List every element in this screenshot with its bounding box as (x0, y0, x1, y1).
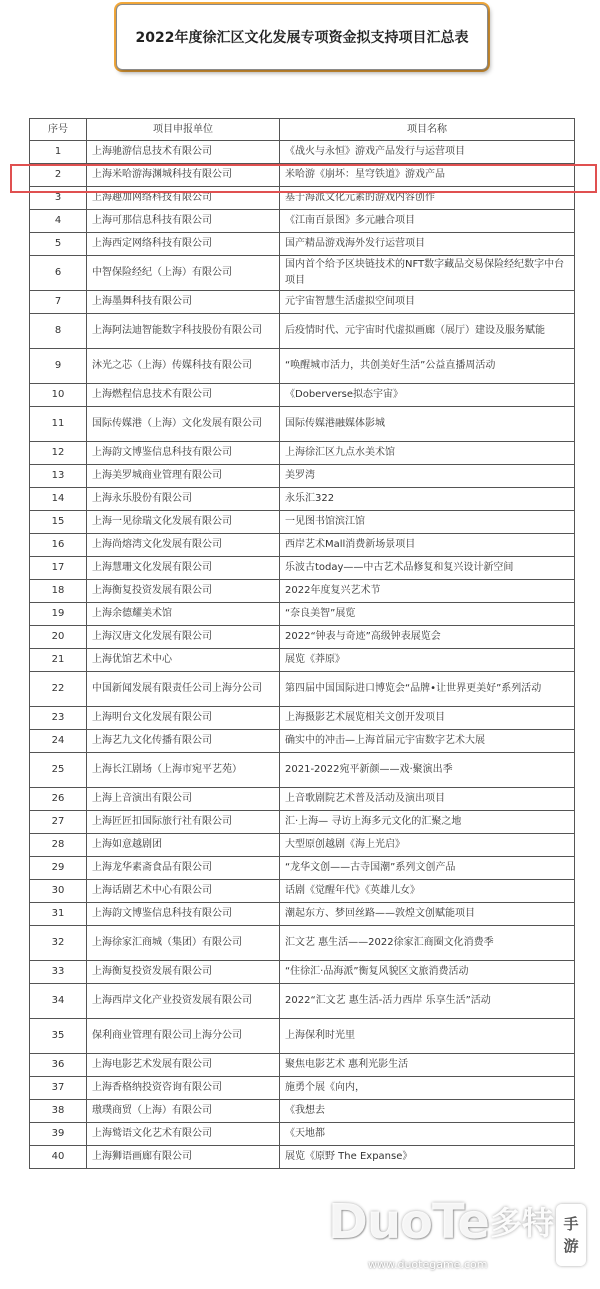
table-row (30, 233, 575, 256)
row-applicant: 上海衡复投资发展有限公司 (87, 580, 280, 603)
row-applicant: 上海墨舞科技有限公司 (87, 291, 280, 314)
row-applicant: 上海韵文博鉴信息科技有限公司 (87, 903, 280, 926)
watermark-badge-char: 手 (563, 1215, 579, 1233)
row-index: 6 (30, 256, 87, 291)
table-row (30, 857, 575, 880)
table-row (30, 603, 575, 626)
row-project-name: 汇文艺 惠生活——2022徐家汇商圈文化消费季 (280, 926, 575, 961)
row-index: 36 (30, 1054, 87, 1077)
row-applicant: 保利商业管理有限公司上海分公司 (87, 1019, 280, 1054)
row-index: 11 (30, 407, 87, 442)
row-index: 19 (30, 603, 87, 626)
watermark-brand-cn: 多特 (490, 1204, 555, 1242)
row-applicant: 上海驰游信息技术有限公司 (87, 141, 280, 164)
header-index: 序号 (30, 119, 87, 141)
row-project-name: 《江南百景图》多元融合项目 (280, 210, 575, 233)
row-project-name: 施勇个展《向内， (280, 1077, 575, 1100)
row-index: 16 (30, 534, 87, 557)
row-applicant: 上海西岸文化产业投资发展有限公司 (87, 984, 280, 1019)
row-index: 12 (30, 442, 87, 465)
header-project: 项目名称 (280, 119, 575, 141)
row-index: 32 (30, 926, 87, 961)
table-row (30, 534, 575, 557)
row-index: 4 (30, 210, 87, 233)
row-applicant: 上海燃程信息技术有限公司 (87, 384, 280, 407)
row-applicant: 上海狮语画廊有限公司 (87, 1146, 280, 1169)
row-applicant: 上海韵文博鉴信息科技有限公司 (87, 442, 280, 465)
table-row (30, 880, 575, 903)
row-applicant: 上海趣加网络科技有限公司 (87, 187, 280, 210)
table-row (30, 1019, 575, 1054)
row-project-name: 米哈游《崩坏：星穹铁道》游戏产品 (280, 164, 575, 187)
table-row (30, 626, 575, 649)
row-applicant: 上海米哈游海渊城科技有限公司 (87, 164, 280, 187)
row-project-name: 话剧《觉醒年代》《英雄儿女》 (280, 880, 575, 903)
row-project-name: 上海摄影艺术展览相关文创开发项目 (280, 707, 575, 730)
table-row (30, 314, 575, 349)
row-index: 21 (30, 649, 87, 672)
row-applicant: 沐光之芯（上海）传媒科技有限公司 (87, 349, 280, 384)
row-index: 39 (30, 1123, 87, 1146)
row-project-name: 第四届中国国际进口博览会“品牌•让世界更美好”系列活动 (280, 672, 575, 707)
table-row (30, 256, 575, 291)
row-index: 38 (30, 1100, 87, 1123)
table-row (30, 580, 575, 603)
table-row (30, 210, 575, 233)
row-applicant: 上海衡复投资发展有限公司 (87, 961, 280, 984)
highlight-box (10, 164, 597, 193)
row-index: 2 (30, 164, 87, 187)
row-applicant: 中国新闻发展有限责任公司上海分公司 (87, 672, 280, 707)
table-row (30, 1054, 575, 1077)
row-index: 7 (30, 291, 87, 314)
row-applicant: 上海匠匠扣国际旅行社有限公司 (87, 811, 280, 834)
row-applicant: 上海阿法迪智能数字科技股份有限公司 (87, 314, 280, 349)
row-applicant: 上海长江剧场（上海市宛平艺苑） (87, 753, 280, 788)
row-project-name: 展览《莽原》 (280, 649, 575, 672)
row-index: 5 (30, 233, 87, 256)
row-index: 27 (30, 811, 87, 834)
table-row (30, 1100, 575, 1123)
row-project-name: 基于海派文化元素的游戏内容创作 (280, 187, 575, 210)
page-title: 2022年度徐汇区文化发展专项资金拟支持项目汇总表 (135, 30, 469, 46)
row-project-name: 上海保利时光里 (280, 1019, 575, 1054)
row-index: 22 (30, 672, 87, 707)
table-row (30, 984, 575, 1019)
table-row (30, 707, 575, 730)
table-row (30, 903, 575, 926)
row-applicant: 上海艺九文化传播有限公司 (87, 730, 280, 753)
table-row (30, 384, 575, 407)
row-project-name: 国内首个给予区块链技术的NFT数字藏品交易保险经纪数字中台项目 (280, 256, 575, 291)
row-applicant: 上海如意越剧团 (87, 834, 280, 857)
row-applicant: 上海一见徐瑞文化发展有限公司 (87, 511, 280, 534)
row-project-name: 2022“钟表与奇迹”高级钟表展览会 (280, 626, 575, 649)
table-row (30, 926, 575, 961)
row-index: 30 (30, 880, 87, 903)
row-project-name: 美罗湾 (280, 465, 575, 488)
row-index: 18 (30, 580, 87, 603)
row-project-name: 一见图书馆滨江馆 (280, 511, 575, 534)
row-applicant: 上海优馆艺术中心 (87, 649, 280, 672)
row-applicant: 上海上音演出有限公司 (87, 788, 280, 811)
row-project-name: 聚焦电影艺术 惠利光影生活 (280, 1054, 575, 1077)
table-row (30, 407, 575, 442)
row-project-name: 永乐汇322 (280, 488, 575, 511)
row-project-name: 《Doberverse拟态宇宙》 (280, 384, 575, 407)
row-applicant: 上海永乐股份有限公司 (87, 488, 280, 511)
row-project-name: “奈良美智”展览 (280, 603, 575, 626)
watermark-badge-char: 游 (563, 1237, 579, 1255)
row-applicant: 上海电影艺术发展有限公司 (87, 1054, 280, 1077)
row-index: 10 (30, 384, 87, 407)
row-project-name: 汇·上海— 寻访上海多元文化的汇聚之地 (280, 811, 575, 834)
row-project-name: 《战火与永恒》游戏产品发行与运营项目 (280, 141, 575, 164)
row-project-name: 乐波古today——中古艺术品修复和复兴设计新空间 (280, 557, 575, 580)
row-applicant: 国际传媒港（上海）文化发展有限公司 (87, 407, 280, 442)
row-project-name: 《天地都 (280, 1123, 575, 1146)
row-index: 17 (30, 557, 87, 580)
table-row (30, 557, 575, 580)
watermark-badge (556, 1204, 586, 1266)
table-row (30, 834, 575, 857)
row-applicant: 上海美罗城商业管理有限公司 (87, 465, 280, 488)
table-row (30, 465, 575, 488)
row-project-name: 后疫情时代、元宇宙时代虚拟画廊（展厅）建设及服务赋能 (280, 314, 575, 349)
table-row (30, 141, 575, 164)
row-project-name: 展览《原野 The Expanse》 (280, 1146, 575, 1169)
row-project-name: 潮起东方、梦回丝路——敦煌文创赋能项目 (280, 903, 575, 926)
row-index: 24 (30, 730, 87, 753)
row-project-name: 上音歌剧院艺术普及活动及演出项目 (280, 788, 575, 811)
table-row (30, 730, 575, 753)
table-row (30, 649, 575, 672)
row-project-name: 国际传媒港融媒体影城 (280, 407, 575, 442)
row-index: 14 (30, 488, 87, 511)
watermark-site: www.duotegame.com (368, 1258, 488, 1271)
row-project-name: 2022“汇文艺 惠生活-活力西岸 乐享生活”活动 (280, 984, 575, 1019)
row-index: 40 (30, 1146, 87, 1169)
row-index: 34 (30, 984, 87, 1019)
row-project-name: 西岸艺术Mall消费新场景项目 (280, 534, 575, 557)
row-applicant: 上海话剧艺术中心有限公司 (87, 880, 280, 903)
row-applicant: 上海香格纳投资咨询有限公司 (87, 1077, 280, 1100)
duote-watermark (322, 1192, 594, 1286)
table-row (30, 349, 575, 384)
project-table (29, 118, 575, 1169)
row-index: 13 (30, 465, 87, 488)
row-project-name: 上海徐汇区九点水美术馆 (280, 442, 575, 465)
row-applicant: 上海汉唐文化发展有限公司 (87, 626, 280, 649)
table-row (30, 811, 575, 834)
row-index: 23 (30, 707, 87, 730)
row-project-name: “唤醒城市活力，共创美好生活”公益直播周活动 (280, 349, 575, 384)
table-header-row (30, 119, 575, 141)
row-index: 35 (30, 1019, 87, 1054)
table-row (30, 961, 575, 984)
table-body (30, 141, 575, 1169)
table-row (30, 291, 575, 314)
table-row (30, 1123, 575, 1146)
row-applicant: 上海徐家汇商城（集团）有限公司 (87, 926, 280, 961)
row-applicant: 上海可那信息科技有限公司 (87, 210, 280, 233)
table-row (30, 511, 575, 534)
row-applicant: 上海尚熔湾文化发展有限公司 (87, 534, 280, 557)
row-applicant: 上海鹫语文化艺术有限公司 (87, 1123, 280, 1146)
table-row (30, 788, 575, 811)
table-row (30, 488, 575, 511)
row-index: 9 (30, 349, 87, 384)
row-index: 31 (30, 903, 87, 926)
row-index: 3 (30, 187, 87, 210)
page-title-box (116, 4, 488, 70)
row-applicant: 中智保险经纪（上海）有限公司 (87, 256, 280, 291)
row-applicant: 上海龙华素斋食品有限公司 (87, 857, 280, 880)
row-project-name: 国产精品游戏海外发行运营项目 (280, 233, 575, 256)
row-index: 28 (30, 834, 87, 857)
row-project-name: 2022年度复兴艺术节 (280, 580, 575, 603)
table-row (30, 753, 575, 788)
row-project-name: 确实中的冲击—上海首届元宇宙数字艺术大展 (280, 730, 575, 753)
row-project-name: 2021-2022宛平新颜——戏·聚演出季 (280, 753, 575, 788)
row-index: 8 (30, 314, 87, 349)
row-project-name: 元宇宙智慧生活虚拟空间项目 (280, 291, 575, 314)
table-row (30, 1146, 575, 1169)
table-row (30, 672, 575, 707)
row-project-name: “龙华文创——古寺国潮”系列文创产品 (280, 857, 575, 880)
row-index: 25 (30, 753, 87, 788)
header-applicant: 项目申报单位 (87, 119, 280, 141)
row-applicant: 上海余德耀美术馆 (87, 603, 280, 626)
row-index: 26 (30, 788, 87, 811)
project-table-container (29, 118, 574, 1169)
table-row (30, 442, 575, 465)
row-applicant: 上海明台文化发展有限公司 (87, 707, 280, 730)
watermark-brand: DuoTe (328, 1194, 489, 1250)
row-index: 33 (30, 961, 87, 984)
table-row (30, 1077, 575, 1100)
row-applicant: 上海慧珊文化发展有限公司 (87, 557, 280, 580)
row-index: 37 (30, 1077, 87, 1100)
row-applicant: 上海西定网络科技有限公司 (87, 233, 280, 256)
row-index: 20 (30, 626, 87, 649)
row-project-name: 大型原创越剧《海上光启》 (280, 834, 575, 857)
row-index: 1 (30, 141, 87, 164)
row-applicant: 璈璞商贸（上海）有限公司 (87, 1100, 280, 1123)
row-project-name: 《我想去 (280, 1100, 575, 1123)
row-project-name: “住徐汇·品海派”衡复风貌区文旅消费活动 (280, 961, 575, 984)
row-index: 15 (30, 511, 87, 534)
row-index: 29 (30, 857, 87, 880)
